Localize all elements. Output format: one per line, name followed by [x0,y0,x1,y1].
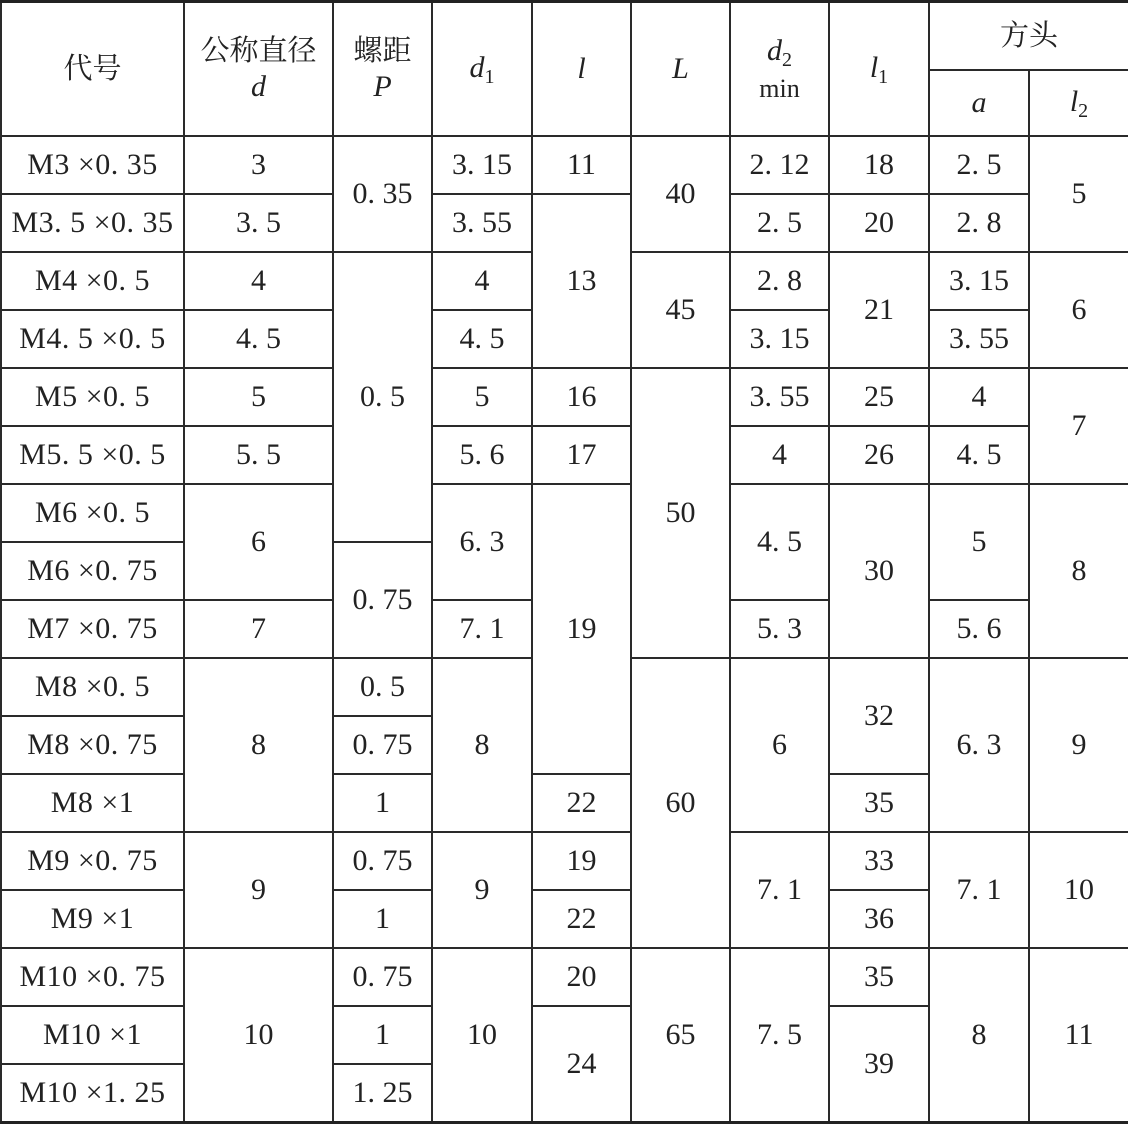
table-row [1,136,1128,194]
header-l1: $l_1$ [829,2,929,137]
header-square-head: 方头 [929,2,1128,71]
cell-code: M9 ×0. 75 [1,832,184,890]
cell-pitch: 0. 75 [333,542,432,658]
cell-pitch: 0. 5 [333,252,432,542]
cell-l1: 32 [829,658,929,774]
cell-l: 17 [532,426,631,484]
cell-a: 2. 8 [929,194,1029,252]
cell-d1: 4 [432,252,532,310]
cell-l2: 5 [1029,136,1128,252]
cell-pitch: 0. 75 [333,716,432,774]
cell-l2: 9 [1029,658,1128,832]
cell-d: 9 [184,832,333,948]
cell-d1: 4. 5 [432,310,532,368]
table-row [1,194,1128,252]
cell-d: 7 [184,600,333,658]
cell-code: M10 ×0. 75 [1,948,184,1006]
cell-l1: 35 [829,948,929,1006]
cell-l1: 39 [829,1006,929,1122]
cell-l2: 10 [1029,832,1128,948]
cell-d1: 9 [432,832,532,948]
table-row [1,368,1128,426]
table-row [1,832,1128,890]
header-d2-min: $d_2$ min [730,2,829,137]
cell-d2: 7. 1 [730,832,829,948]
cell-d: 3. 5 [184,194,333,252]
cell-l: 22 [532,774,631,832]
cell-code: M7 ×0. 75 [1,600,184,658]
cell-code: M4. 5 ×0. 5 [1,310,184,368]
cell-l1: 30 [829,484,929,658]
cell-code: M3 ×0. 35 [1,136,184,194]
cell-d1: 5. 6 [432,426,532,484]
cell-l2: 8 [1029,484,1128,658]
cell-l1: 21 [829,252,929,368]
cell-d1: 5 [432,368,532,426]
cell-d2: 3. 55 [730,368,829,426]
cell-pitch: 0. 75 [333,832,432,890]
cell-d: 4 [184,252,333,310]
cell-l1: 35 [829,774,929,832]
cell-a: 4 [929,368,1029,426]
cell-a: 3. 55 [929,310,1029,368]
cell-l1: 26 [829,426,929,484]
cell-L: 50 [631,368,730,658]
cell-l2: 6 [1029,252,1128,368]
cell-l: 13 [532,194,631,368]
cell-d2: 2. 8 [730,252,829,310]
cell-l: 22 [532,890,631,948]
cell-L: 40 [631,136,730,252]
cell-code: M5 ×0. 5 [1,368,184,426]
header-pitch: 螺距 P [333,2,432,137]
cell-pitch: 1 [333,774,432,832]
cell-d2: 3. 15 [730,310,829,368]
cell-code: M10 ×1 [1,1006,184,1064]
cell-a: 5. 6 [929,600,1029,658]
cell-a: 8 [929,948,1029,1122]
cell-d2: 2. 12 [730,136,829,194]
cell-d: 5 [184,368,333,426]
cell-a: 4. 5 [929,426,1029,484]
cell-d: 8 [184,658,333,832]
cell-l: 19 [532,484,631,774]
cell-code: M5. 5 ×0. 5 [1,426,184,484]
cell-code: M6 ×0. 75 [1,542,184,600]
cell-code: M10 ×1. 25 [1,1064,184,1122]
cell-d2: 6 [730,658,829,832]
cell-d1: 10 [432,948,532,1122]
cell-l1: 25 [829,368,929,426]
cell-l: 20 [532,948,631,1006]
cell-pitch: 1. 25 [333,1064,432,1122]
cell-d2: 5. 3 [730,600,829,658]
cell-pitch: 0. 75 [333,948,432,1006]
cell-a: 7. 1 [929,832,1029,948]
header-a: a [929,70,1029,136]
cell-d: 5. 5 [184,426,333,484]
cell-l1: 18 [829,136,929,194]
cell-l: 11 [532,136,631,194]
cell-pitch: 1 [333,890,432,948]
cell-d1: 6. 3 [432,484,532,600]
header-d1: $d_1$ [432,2,532,137]
cell-a: 5 [929,484,1029,600]
cell-pitch: 1 [333,1006,432,1064]
table-row [1,484,1128,542]
cell-a: 6. 3 [929,658,1029,832]
cell-l1: 36 [829,890,929,948]
cell-code: M8 ×1 [1,774,184,832]
cell-d: 6 [184,484,333,600]
table-row [1,426,1128,484]
cell-d: 3 [184,136,333,194]
cell-d2: 4 [730,426,829,484]
cell-d: 4. 5 [184,310,333,368]
cell-l2: 7 [1029,368,1128,484]
table-row [1,948,1128,1006]
cell-d2: 2. 5 [730,194,829,252]
cell-pitch: 0. 35 [333,136,432,252]
cell-L: 45 [631,252,730,368]
cell-l: 16 [532,368,631,426]
header-nominal-diameter: 公称直径 d [184,2,333,137]
cell-code: M6 ×0. 5 [1,484,184,542]
cell-d2: 7. 5 [730,948,829,1122]
header-l2: $l_2$ [1029,70,1128,136]
cell-code: M8 ×0. 75 [1,716,184,774]
cell-pitch: 0. 5 [333,658,432,716]
cell-d1: 8 [432,658,532,832]
header-l: l [532,2,631,137]
cell-code: M9 ×1 [1,890,184,948]
cell-code: M3. 5 ×0. 35 [1,194,184,252]
cell-a: 3. 15 [929,252,1029,310]
cell-l1: 33 [829,832,929,890]
header-code: 代号 [1,2,184,137]
cell-code: M4 ×0. 5 [1,252,184,310]
cell-L: 65 [631,948,730,1122]
cell-l2: 11 [1029,948,1128,1122]
cell-a: 2. 5 [929,136,1029,194]
cell-l: 24 [532,1006,631,1122]
cell-d1: 3. 15 [432,136,532,194]
cell-L: 60 [631,658,730,948]
header-L: L [631,2,730,137]
cell-d1: 3. 55 [432,194,532,252]
cell-d2: 4. 5 [730,484,829,600]
cell-d: 10 [184,948,333,1122]
cell-code: M8 ×0. 5 [1,658,184,716]
cell-l1: 20 [829,194,929,252]
cell-d1: 7. 1 [432,600,532,658]
cell-l: 19 [532,832,631,890]
